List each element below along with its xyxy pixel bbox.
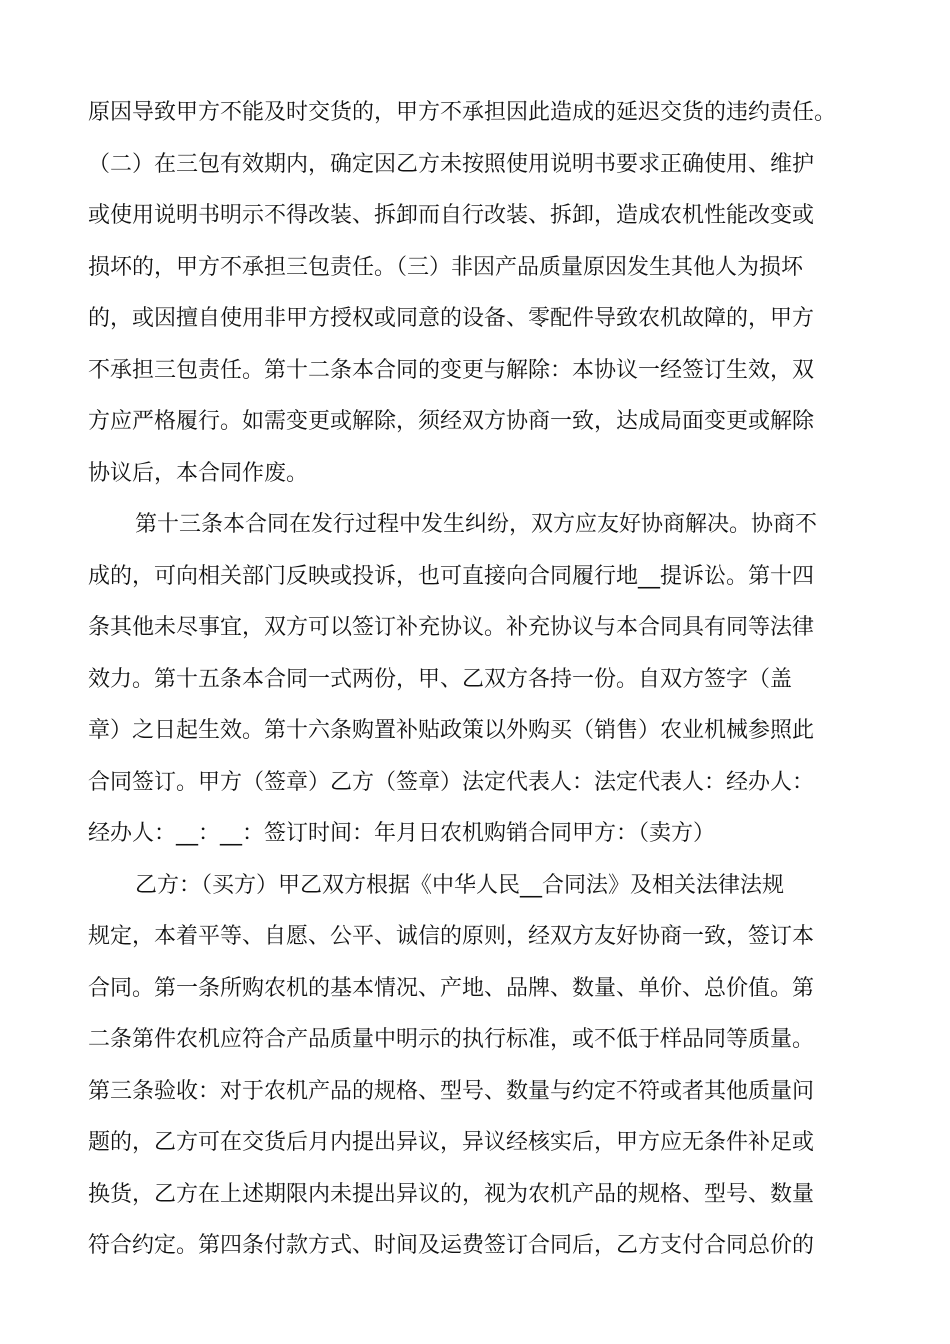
text-line: 效力。第十五条本合同一式两份，甲、乙双方各持一份。自双方签字（盖 (88, 666, 793, 692)
text-line: 协议后，本合同作废。 (88, 460, 309, 486)
contract-text (88, 91, 868, 1276)
text-line: 章）之日起生效。第十六条购置补贴政策以外购买（销售）农业机械参照此 (88, 718, 815, 743)
text-line: 合同签订。甲方（签章）乙方（签章）法定代表人：法定代表人：经办人： (88, 769, 815, 795)
text-line: 成的，可向相关部门反映或投诉，也可直接向合同履行地__提诉讼。第十四 (88, 563, 815, 589)
text-line: 原因导致甲方不能及时交货的，甲方不承担因此造成的延迟交货的违约责任。 (88, 100, 837, 125)
text-line: 题的，乙方可在交货后月内提出异议，异议经核实后，甲方应无条件补足或 (88, 1130, 815, 1155)
text-line: 二条第件农机应符合产品质量中明示的执行标准，或不低于样品同等质量。 (88, 1027, 815, 1052)
text-line: （二）在三包有效期内，确定因乙方未按照使用说明书要求正确使用、维护 (88, 151, 815, 177)
text-line: 方应严格履行。如需变更或解除，须经双方协商一致，达成局面变更或解除 (88, 409, 815, 434)
paragraph-first-line: 第十三条本合同在发行过程中发生纠纷，双方应友好协商解决。协商不 (135, 512, 818, 537)
text-line: 或使用说明书明示不得改装、拆卸而自行改装、拆卸，造成农机性能改变或 (88, 203, 815, 228)
paragraph-first-line: 乙方：（买方）甲乙双方根据《中华人民__合同法》及相关法律法规 (135, 872, 785, 898)
text-line: 经办人：__：__：签订时间：年月日农机购销合同甲方：（卖方） (88, 821, 716, 846)
text-line: 的，或因擅自使用非甲方授权或同意的设备、零配件导致农机故障的，甲方 (88, 306, 815, 331)
text-line: 不承担三包责任。第十二条本合同的变更与解除：本协议一经签订生效，双 (88, 357, 815, 383)
text-line: 第三条验收：对于农机产品的规格、型号、数量与约定不符或者其他质量问 (88, 1078, 815, 1104)
text-line: 符合约定。第四条付款方式、时间及运费签订合同后，乙方支付合同总价的 (88, 1233, 815, 1258)
text-line: 规定，本着平等、自愿、公平、诚信的原则，经双方友好协商一致，签订本 (88, 924, 815, 949)
text-line: 条其他未尽事宜，双方可以签订补充协议。补充协议与本合同具有同等法律 (88, 615, 815, 640)
text-line: 换货，乙方在上述期限内未提出异议的，视为农机产品的规格、型号、数量 (88, 1181, 815, 1207)
text-line: 损坏的，甲方不承担三包责任。（三）非因产品质量原因发生其他人为损坏 (88, 254, 804, 280)
text-line: 合同。第一条所购农机的基本情况、产地、品牌、数量、单价、总价值。第 (88, 975, 815, 1001)
